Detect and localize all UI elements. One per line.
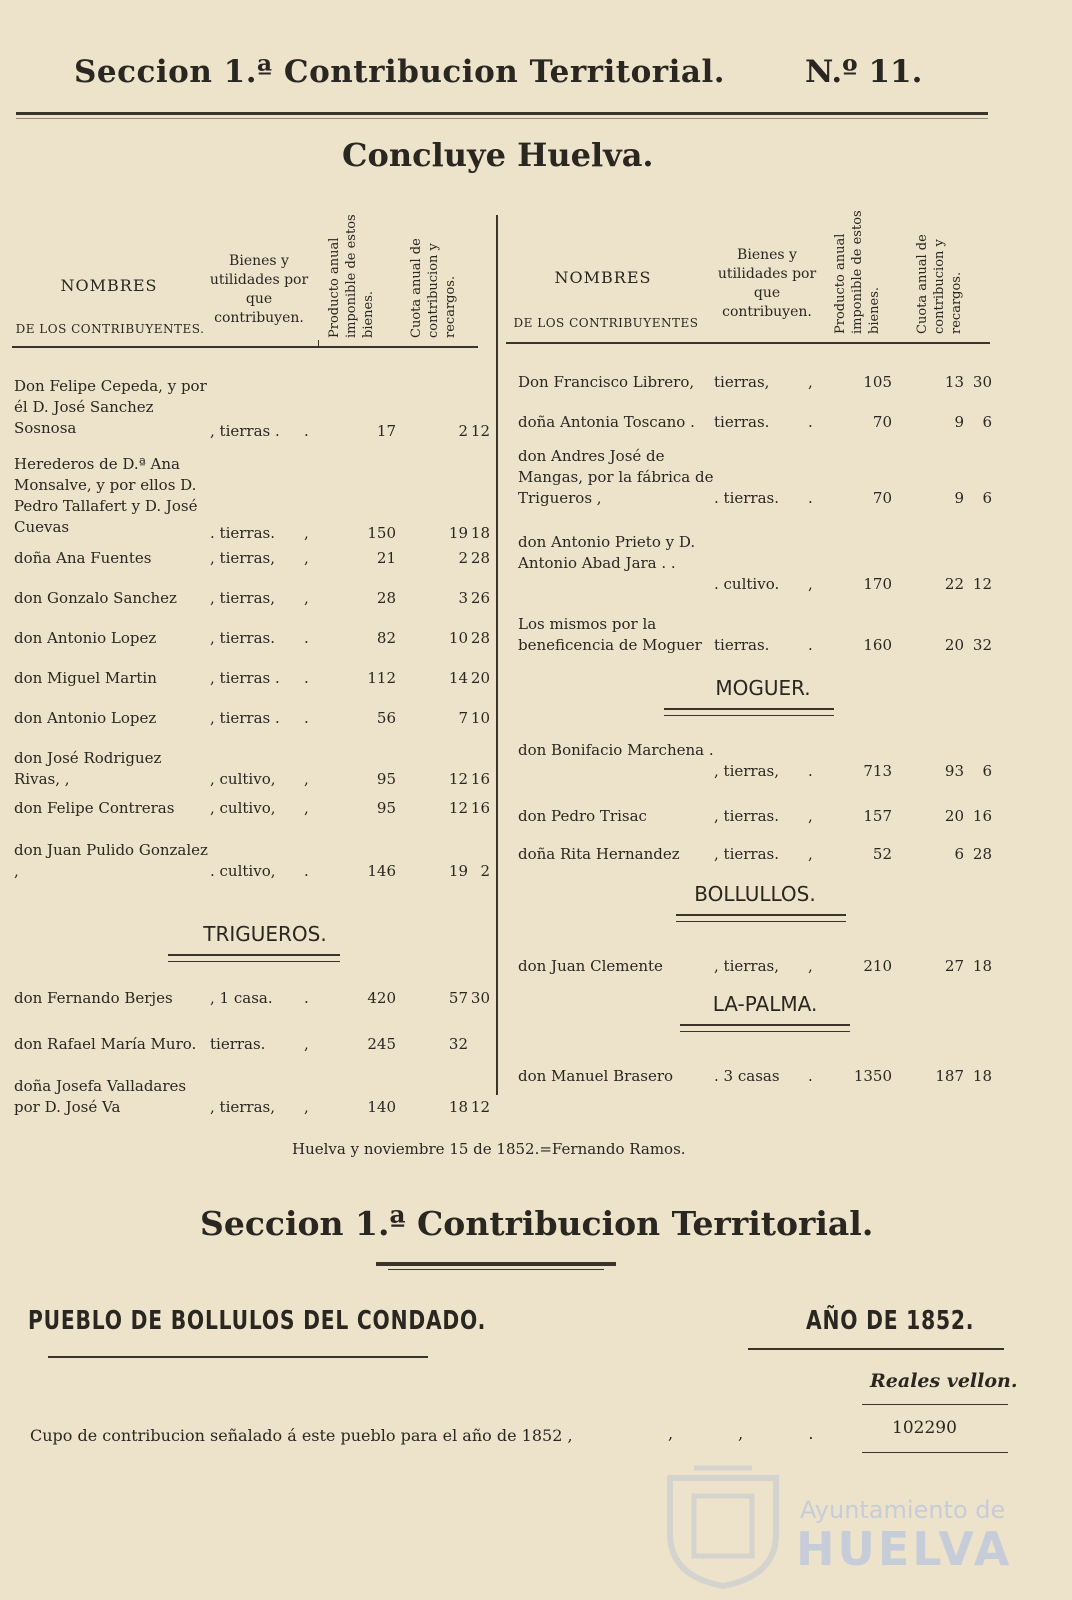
table-row (518, 446, 1004, 509)
table-row (14, 628, 490, 649)
leader-dot: . (808, 489, 813, 507)
watermark-line1: Ayuntamiento de (800, 1496, 1006, 1524)
contributor-goods: tierras, (714, 373, 770, 391)
product-value: 713 (863, 762, 892, 780)
table-row (14, 748, 490, 790)
section-number: N.º 11. (805, 54, 923, 90)
contributor-goods: , tierras. (714, 845, 779, 863)
contributor-goods: tierras. (714, 413, 770, 431)
contributor-name: don José Rodriguez Rivas, , (14, 749, 162, 788)
contributor-goods: . 3 casas (714, 1067, 780, 1085)
header-rule (16, 112, 988, 115)
contributor-name: don Gonzalo Sanchez (14, 589, 177, 607)
product-value: 112 (367, 669, 396, 687)
signature: Huelva y noviembre 15 de 1852.=Fernando Ramos. (292, 1140, 686, 1158)
contributor-goods: , tierras, (714, 762, 779, 780)
product-value: 160 (863, 636, 892, 654)
quota-maravedis: 16 (470, 770, 490, 788)
section2-rule (376, 1262, 616, 1266)
cupo-dots: , , . (668, 1424, 814, 1443)
quota-maravedis: 2 (480, 862, 490, 880)
leader-dot: , (304, 524, 309, 542)
product-value: 140 (367, 1098, 396, 1116)
contributor-name: doña Josefa Valladares por D. José Va (14, 1077, 187, 1116)
product-value: 1350 (853, 1067, 892, 1085)
product-value: 146 (367, 862, 396, 880)
trigueros-double-rule (168, 954, 340, 962)
quota-maravedis: 10 (470, 709, 490, 727)
table-row (518, 532, 1004, 595)
table-row (14, 1076, 490, 1118)
table-row (14, 548, 490, 569)
goods-header: Bienes y utilidades por que contribuyen. (209, 253, 309, 326)
contributor-name: don Juan Pulido Gonzalez , (14, 841, 208, 880)
leader-dot: . (808, 1067, 813, 1085)
contributor-name: don Antonio Prieto y D. Antonio Abad Jara . . (518, 533, 696, 572)
contributor-name: don Juan Clemente (518, 957, 663, 975)
leader-dot: , (304, 770, 309, 788)
table-row (14, 840, 490, 882)
year-underline (748, 1348, 1004, 1350)
quota-maravedis: 28 (470, 549, 490, 567)
quota-reales: 27 (944, 957, 964, 975)
quota-maravedis: 28 (470, 629, 490, 647)
contributor-name: don Bonifacio Marchena . (518, 741, 714, 759)
contributor-goods: , cultivo, (210, 799, 276, 817)
left-header-rule (12, 346, 478, 348)
contributor-goods: . cultivo, (210, 862, 276, 880)
quota-header: Cuota anual de contribucion y recargos. (409, 238, 458, 338)
currency-label: Reales vellon. (870, 1370, 1018, 1392)
contributor-goods: , tierras . (210, 709, 280, 727)
quota-reales: 2 (458, 422, 468, 440)
product-value: 70 (872, 413, 892, 431)
watermark-line2: HUELVA (796, 1522, 1013, 1576)
town-heading-moguer: MOGUER. (715, 676, 811, 700)
leader-dot: , (808, 957, 813, 975)
contributor-name: don Antonio Lopez (14, 629, 157, 647)
leader-dot: , (808, 845, 813, 863)
contributor-goods: , tierras, (210, 1098, 275, 1116)
product-value: 95 (376, 770, 396, 788)
quota-maravedis: 28 (972, 845, 992, 863)
table-row (14, 988, 490, 1009)
cupo-label: Cupo de contribucion señalado á este pueblo para el año de 1852 , (30, 1426, 573, 1445)
quota-reales: 6 (954, 845, 964, 863)
contributor-name: Don Francisco Librero, (518, 373, 695, 391)
product-value: 150 (367, 524, 396, 542)
quota-maravedis: 20 (470, 669, 490, 687)
leader-dot: . (304, 629, 309, 647)
quota-reales: 20 (944, 807, 964, 825)
column-divider (496, 215, 498, 1095)
table-row (518, 740, 1004, 782)
product-value: 157 (863, 807, 892, 825)
product-value: 82 (376, 629, 396, 647)
quota-maravedis: 30 (972, 373, 992, 391)
contributor-goods: , tierras . (210, 422, 280, 440)
quota-maravedis: 6 (982, 489, 992, 507)
table-row (14, 708, 490, 729)
product-value: 70 (872, 489, 892, 507)
quota-reales: 20 (944, 636, 964, 654)
product-header: Producto anual imponible de estos bienes. (327, 214, 376, 338)
table-row (518, 372, 1004, 393)
section2-title: Seccion 1.ª Contribucion Territorial. (200, 1204, 874, 1243)
quota-reales: 32 (448, 1035, 468, 1053)
watermark-seal (664, 1458, 782, 1590)
contributor-name: don Fernando Berjes (14, 989, 173, 1007)
table-row (14, 798, 490, 819)
product-value: 210 (863, 957, 892, 975)
quota-maravedis: 30 (470, 989, 490, 1007)
leader-dot: . (808, 762, 813, 780)
product-value: 245 (367, 1035, 396, 1053)
names-header-top-right: NOMBRES (554, 268, 652, 287)
contributor-goods: , 1 casa. (210, 989, 273, 1007)
cupo-value: 102290 (892, 1418, 957, 1438)
table-row (14, 1034, 484, 1055)
leader-dot: , (304, 799, 309, 817)
quota-reales: 7 (458, 709, 468, 727)
contributor-name: don Antonio Lopez (14, 709, 157, 727)
leader-dot: , (808, 807, 813, 825)
quota-maravedis: 12 (972, 575, 992, 593)
moguer-double-rule (664, 708, 834, 716)
right-header-rule (506, 342, 990, 344)
quota-reales: 18 (448, 1098, 468, 1116)
quota-maravedis: 16 (972, 807, 992, 825)
contributor-goods: tierras. (210, 1035, 266, 1053)
contributor-goods: . tierras. (714, 489, 779, 507)
contributor-goods: , tierras, (210, 549, 275, 567)
product-value: 170 (863, 575, 892, 593)
product-value: 56 (376, 709, 396, 727)
goods-header-right: Bienes y utilidades por que contribuyen. (717, 247, 817, 320)
leader-dot: , (808, 575, 813, 593)
quota-maravedis: 6 (982, 413, 992, 431)
product-header-right: Producto anual imponible de estos bienes. (833, 210, 882, 334)
lapalma-double-rule (680, 1024, 850, 1032)
product-value: 95 (376, 799, 396, 817)
leader-dot: . (808, 413, 813, 431)
leader-dot: . (304, 669, 309, 687)
contributor-name: don Miguel Martin (14, 669, 157, 687)
year-heading: AÑO DE 1852. (806, 1306, 975, 1336)
quota-reales: 9 (954, 413, 964, 431)
town-heading-trigueros: TRIGUEROS. (203, 922, 327, 946)
contributor-name: don Pedro Trisac (518, 807, 647, 825)
contributor-name: doña Ana Fuentes (14, 549, 152, 567)
quota-reales: 12 (448, 770, 468, 788)
quota-maravedis: 18 (972, 1067, 992, 1085)
contributor-name: don Rafael María Muro. (14, 1035, 197, 1053)
product-value: 420 (367, 989, 396, 1007)
table-row (14, 376, 490, 442)
quota-reales: 13 (944, 373, 964, 391)
table-row (518, 614, 1004, 656)
shield-icon (664, 1458, 782, 1590)
quota-header-right: Cuota anual de contribucion y recargos. (915, 234, 964, 334)
town-heading-lapalma: LA-PALMA. (712, 992, 818, 1016)
contributor-goods: , tierras. (210, 629, 275, 647)
cupo-rule (862, 1452, 1008, 1453)
quota-maravedis: 18 (470, 524, 490, 542)
page-title: Concluye Huelva. (342, 136, 654, 174)
quota-reales: 19 (448, 524, 468, 542)
quota-reales: 22 (944, 575, 964, 593)
quota-reales: 9 (954, 489, 964, 507)
quota-maravedis: 16 (470, 799, 490, 817)
currency-rule (862, 1404, 1008, 1405)
table-row (518, 1066, 1004, 1087)
names-header-top: NOMBRES (60, 276, 158, 295)
quota-reales: 10 (448, 629, 468, 647)
leader-dot: . (304, 862, 309, 880)
contributor-goods: tierras. (714, 636, 770, 654)
contributor-goods: , tierras, (714, 957, 779, 975)
pueblo-heading: PUEBLO DE BOLLULOS DEL CONDADO. (28, 1306, 487, 1336)
contributor-name: Los mismos por la beneficencia de Moguer (518, 615, 702, 654)
contributor-name: Herederos de D.ª Ana Monsalve, y por ellos D. Pedro Tallafert y D. José Cuevas (14, 455, 198, 536)
leader-dot: . (808, 636, 813, 654)
quota-reales: 57 (448, 989, 468, 1007)
quota-reales: 19 (448, 862, 468, 880)
contributor-goods: , cultivo, (210, 770, 276, 788)
contributor-goods: , tierras. (714, 807, 779, 825)
header-rule-thin (16, 118, 988, 119)
contributor-goods: . tierras. (210, 524, 275, 542)
names-header-bottom-right: DE LOS CONTRIBUYENTES (513, 316, 699, 330)
table-row (518, 956, 1004, 977)
section2-rule-2 (388, 1269, 604, 1270)
names-header-bottom: DE LOS CONTRIBUYENTES. (15, 322, 205, 336)
contributor-name: don Andres José de Mangas, por la fábrica de Trigueros , (518, 447, 714, 507)
section-header: Seccion 1.ª Contribucion Territorial. (74, 54, 726, 90)
leader-dot: , (304, 1098, 309, 1116)
contributor-name: don Felipe Contreras (14, 799, 175, 817)
quota-maravedis: 32 (972, 636, 992, 654)
table-row (518, 806, 1004, 827)
table-row (518, 844, 1004, 865)
quota-maravedis: 6 (982, 762, 992, 780)
product-value: 17 (376, 422, 396, 440)
bollullos-double-rule (676, 914, 846, 922)
contributor-name: doña Antonia Toscano . (518, 413, 695, 431)
contributor-name: doña Rita Hernandez (518, 845, 680, 863)
product-value: 105 (863, 373, 892, 391)
pueblo-underline (48, 1356, 428, 1358)
leader-dot: , (808, 373, 813, 391)
quota-maravedis: 18 (972, 957, 992, 975)
quota-reales: 14 (448, 669, 468, 687)
town-heading-bollullos: BOLLULLOS. (694, 882, 816, 906)
quota-reales: 2 (458, 549, 468, 567)
quota-reales: 12 (448, 799, 468, 817)
quota-maravedis: 12 (470, 422, 490, 440)
quota-maravedis: 12 (470, 1098, 490, 1116)
table-row (14, 454, 490, 544)
leader-dot: . (304, 989, 309, 1007)
leader-dot: . (304, 709, 309, 727)
leader-dot: , (304, 549, 309, 567)
table-row (518, 412, 1004, 433)
contributor-goods: , tierras, (210, 589, 275, 607)
quota-reales: 187 (935, 1067, 964, 1085)
contributor-name: don Manuel Brasero (518, 1067, 674, 1085)
quota-maravedis: 26 (470, 589, 490, 607)
leader-dot: , (304, 589, 309, 607)
quota-reales: 3 (458, 589, 468, 607)
leader-dot: . (304, 422, 309, 440)
contributor-goods: , tierras . (210, 669, 280, 687)
product-value: 52 (872, 845, 892, 863)
left-col-sep-1 (318, 340, 319, 348)
contributor-goods: . cultivo. (714, 575, 780, 593)
product-value: 21 (376, 549, 396, 567)
contributor-name: Don Felipe Cepeda, y por él D. José Sanchez Sosnosa (14, 377, 207, 437)
product-value: 28 (376, 589, 396, 607)
table-row (14, 668, 490, 689)
quota-reales: 93 (944, 762, 964, 780)
leader-dot: , (304, 1035, 309, 1053)
table-row (14, 588, 490, 609)
